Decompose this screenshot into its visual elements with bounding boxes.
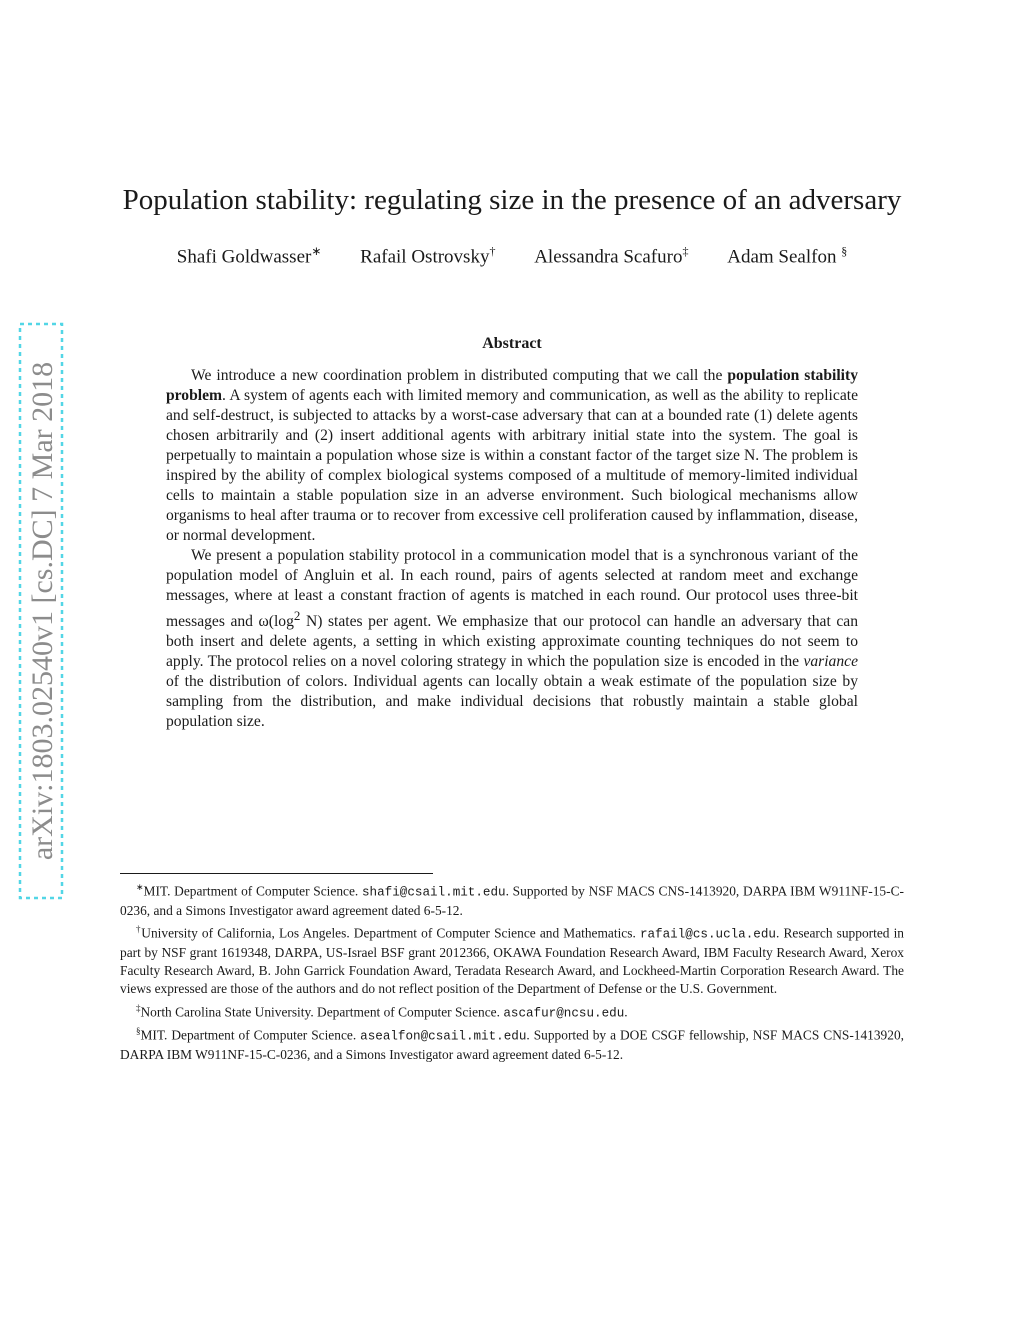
email-link[interactable]: ascafur@ncsu.edu (503, 1006, 625, 1021)
problem-name: population stability problem (166, 367, 858, 404)
footnote-scafuro: ‡North Carolina State University. Department of Computer Science. ascafur@ncsu.edu. (136, 1002, 628, 1021)
arxiv-stamp (18, 322, 64, 900)
paper-title: Population stability: regulating size in the presence of an adversary (122, 184, 902, 216)
author-name: Shafi Goldwasser (176, 246, 312, 268)
arxiv-identifier: arXiv:1803.02540v1 [cs.DC] 7 Mar 2018 (26, 361, 59, 861)
email-link[interactable]: shafi@csail.mit.edu (362, 885, 506, 900)
author-sealfon (727, 244, 847, 268)
footnote-ostrovsky: †University of California, Los Angeles. Department of Computer Science and Mathematics. rafail@cs.ucla.edu. Research supported in part by NSF grant 1619348, DARPA, US-Israel BSF grant 2012366, OKAWA Foundation Research Award, IBM Faculty Research Award, Xerox Faculty Research Award, B. John Garrick Foundation Award, Teradata Research Award, and Lockheed-Martin Corporation Research Award. The views expressed are those of the authors and do not reflect position of the Department of Defense or the U.S. Government. (120, 924, 904, 997)
author-list (0, 244, 1024, 268)
author-name: Alessandra Scafuro (534, 246, 683, 268)
author-mark: ∗ (311, 244, 322, 258)
author-mark: § (841, 244, 848, 258)
author-name: Adam Sealfon (727, 246, 842, 268)
email-link[interactable]: asealfon@csail.mit.edu (360, 1029, 527, 1044)
abstract-paragraph-1: We introduce a new coordination problem in distributed computing that we call the population stability problem. A system of agents each with limited memory and communication, as well as the ability to replicate and self-destruct, is subjected to attacks by a worst-case adversary that can at a bounded rate (1) delete agents chosen arbitrarily and (2) insert additional agents with arbitrary initial state into the system. The goal is perpetually to maintain a population whose size is within a constant factor of the target size N. The problem is inspired by the ability of complex biological systems composed of a multitude of memory-limited individual cells to maintain a stable population size in an adverse environment. Such biological mechanisms allow organisms to heal after trauma or to recover from excessive cell proliferation caused by inflammation, disease, or normal development. (166, 367, 858, 544)
author-mark: ‡ (682, 244, 689, 258)
author-name: Rafail Ostrovsky (360, 246, 490, 268)
abstract-heading: Abstract (482, 335, 542, 352)
author-ostrovsky (360, 244, 495, 268)
footnote-sealfon: §MIT. Department of Computer Science. asealfon@csail.mit.edu. Supported by a DOE CSGF fellowship, NSF MACS CNS-1413920, DARPA IBM W911NF-15-C-0236, and a Simons Investigator award agreement dated 6-5-12. (120, 1026, 904, 1063)
author-mark: † (489, 244, 496, 258)
footnote-divider (120, 873, 433, 874)
abstract-body (166, 366, 858, 732)
footnote-goldwasser: ∗MIT. Department of Computer Science. shafi@csail.mit.edu. Supported by NSF MACS CNS-1413920, DARPA IBM W911NF-15-C-0236, and a Simons Investigator award agreement dated 6-5-12. (120, 882, 904, 918)
author-scafuro (534, 244, 688, 268)
abstract-paragraph-2: We present a population stability protocol in a communication model that is a synchronous variant of the population model of Angluin et al. In each round, pairs of agents selected at random meet and exchange messages, where at least a constant fraction of agents is matched in each round. Our protocol uses three-bit messages and $\omega(\log^2$ N) states per agent. We emphasize that our protocol can handle an adversary that can both insert and delete agents, a setting in which existing approximate counting techniques do not seem to apply. The protocol relies on a novel coloring strategy in which the population size is encoded in the variance of the distribution of colors. Individual agents can locally obtain a weak estimate of the population size by sampling from the distribution, and make individual decisions that robustly maintain a stable global population size. (166, 547, 858, 731)
author-goldwasser (177, 244, 322, 268)
footnotes (120, 878, 904, 1065)
email-link[interactable]: rafail@cs.ucla.edu (639, 927, 776, 942)
